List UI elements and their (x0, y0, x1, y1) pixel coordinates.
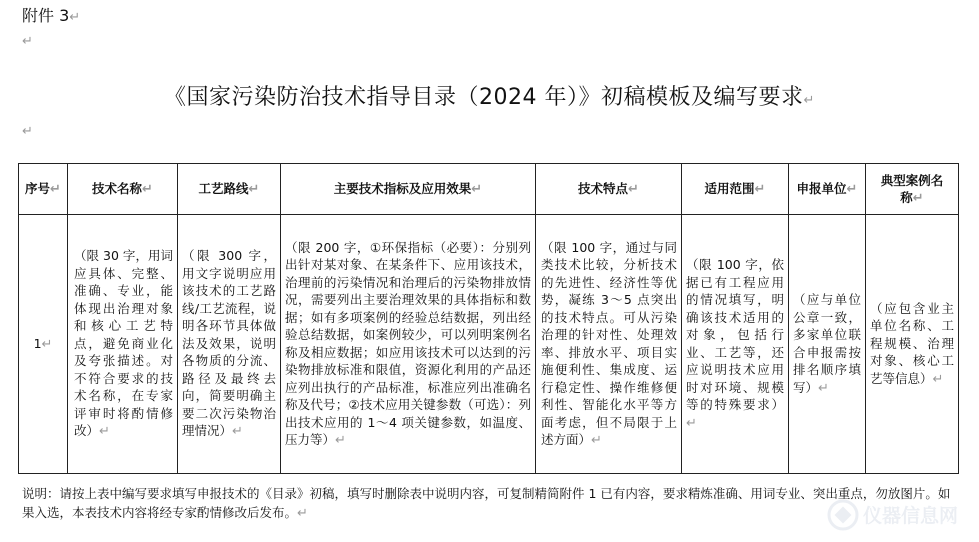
attachment-text: 附件 3 (22, 6, 70, 25)
template-table (18, 163, 959, 474)
cell-tech-name: （限 30 字，用词应具体、完整、准确、专业，能体现出治理对象和核心工艺特点，避免商业化及夸张描述。对不符合要求的技术名称，在专家评审时将酌情修改）↵ (68, 215, 178, 474)
paragraph-mark: ↵ (22, 34, 33, 49)
paragraph-mark: ↵ (803, 93, 815, 108)
column-header-seq: 序号↵ (19, 164, 68, 215)
document-title (0, 84, 979, 115)
cell-features: （限 100 字，通过与同类技术比较，分析技术的先进性、经济性等优势，凝练 3～5 点突出的技术特点。可从污染治理的针对性、处理效率、排放水平、项目实施便利性、集成度、运行稳定性、操作维修便利性、智能化水平等方面考虑，但不局限于上述方面）↵ (536, 215, 682, 474)
explanation-note (22, 484, 962, 523)
paragraph-mark: ↵ (22, 124, 33, 139)
title-text: 《国家污染防治技术指导目录（2024 年）》初稿模板及编写要求 (164, 85, 804, 110)
cell-indicators: （限 200 字，①环保指标（必要）：分别列出针对某对象、在某条件下、应用该技术，治理前的污染情况和治理后的污染物排放情况，需要列出主要治理效果的具体指标和数据；如有多项案例的经验总结数据，列出经验总结数据，如案例较少，可以列明案例名称及相应数据；如应用该技术可以达到的污染物排放标准和限值，资源化利用的产品还应列出执行的产品标准，标准应列出准确名称及代号；②技术应用关键参数（可选）：列出技术应用的 1～4 项关键参数，如温度、压力等）↵ (281, 215, 536, 474)
watermark-text: 仪器信息网 (863, 505, 959, 527)
cell-cases: （应包含业主单位名称、工程规模、治理对象、核心工艺等信息）↵ (866, 215, 959, 474)
column-header-indicators: 主要技术指标及应用效果↵ (281, 164, 536, 215)
paragraph-mark: ↵ (69, 10, 81, 25)
attachment-label (22, 6, 80, 28)
cell-scope: （限 100 字，依据已有工程应用的情况填写，明确该技术适用的对象，包括行业、工艺等，还应说明技术应用时对环境、规模等的特殊要求）↵ (682, 215, 789, 474)
note-text: 说明：请按上表中编写要求填写申报技术的《目录》初稿，填写时删除表中说明内容，可复制精简附件 1 已有内容，要求精炼准确、用词专业、突出重点，勿放图片。如果入选，本表技术内容将经专家酌情修改后发布。 (22, 486, 951, 520)
watermark-logo (823, 495, 971, 535)
column-header-scope: 适用范围↵ (682, 164, 789, 215)
column-header-features: 技术特点↵ (536, 164, 682, 215)
table-header-row (19, 164, 959, 215)
cell-seq: 1↵ (19, 215, 68, 474)
column-header-tech-name: 技术名称↵ (68, 164, 178, 215)
column-header-process-route: 工艺路线↵ (178, 164, 281, 215)
column-header-applicant: 申报单位↵ (789, 164, 866, 215)
seq-value: 1 (33, 336, 42, 351)
cell-applicant: （应与单位公章一致，多家单位联合申报需按排名顺序填写）↵ (789, 215, 866, 474)
watermark-diamond-icon (835, 507, 852, 524)
column-header-cases: 典型案例名称↵ (866, 164, 959, 215)
cell-process-route: （限 300 字，用文字说明应用该技术的工艺路线/工艺流程，说明各环节具体做法及效果，说明各物质的分流、路径及最终去向，简要明确主要二次污染物治理情况）↵ (178, 215, 281, 474)
paragraph-mark: ↵ (297, 506, 308, 521)
table-row (19, 215, 959, 474)
